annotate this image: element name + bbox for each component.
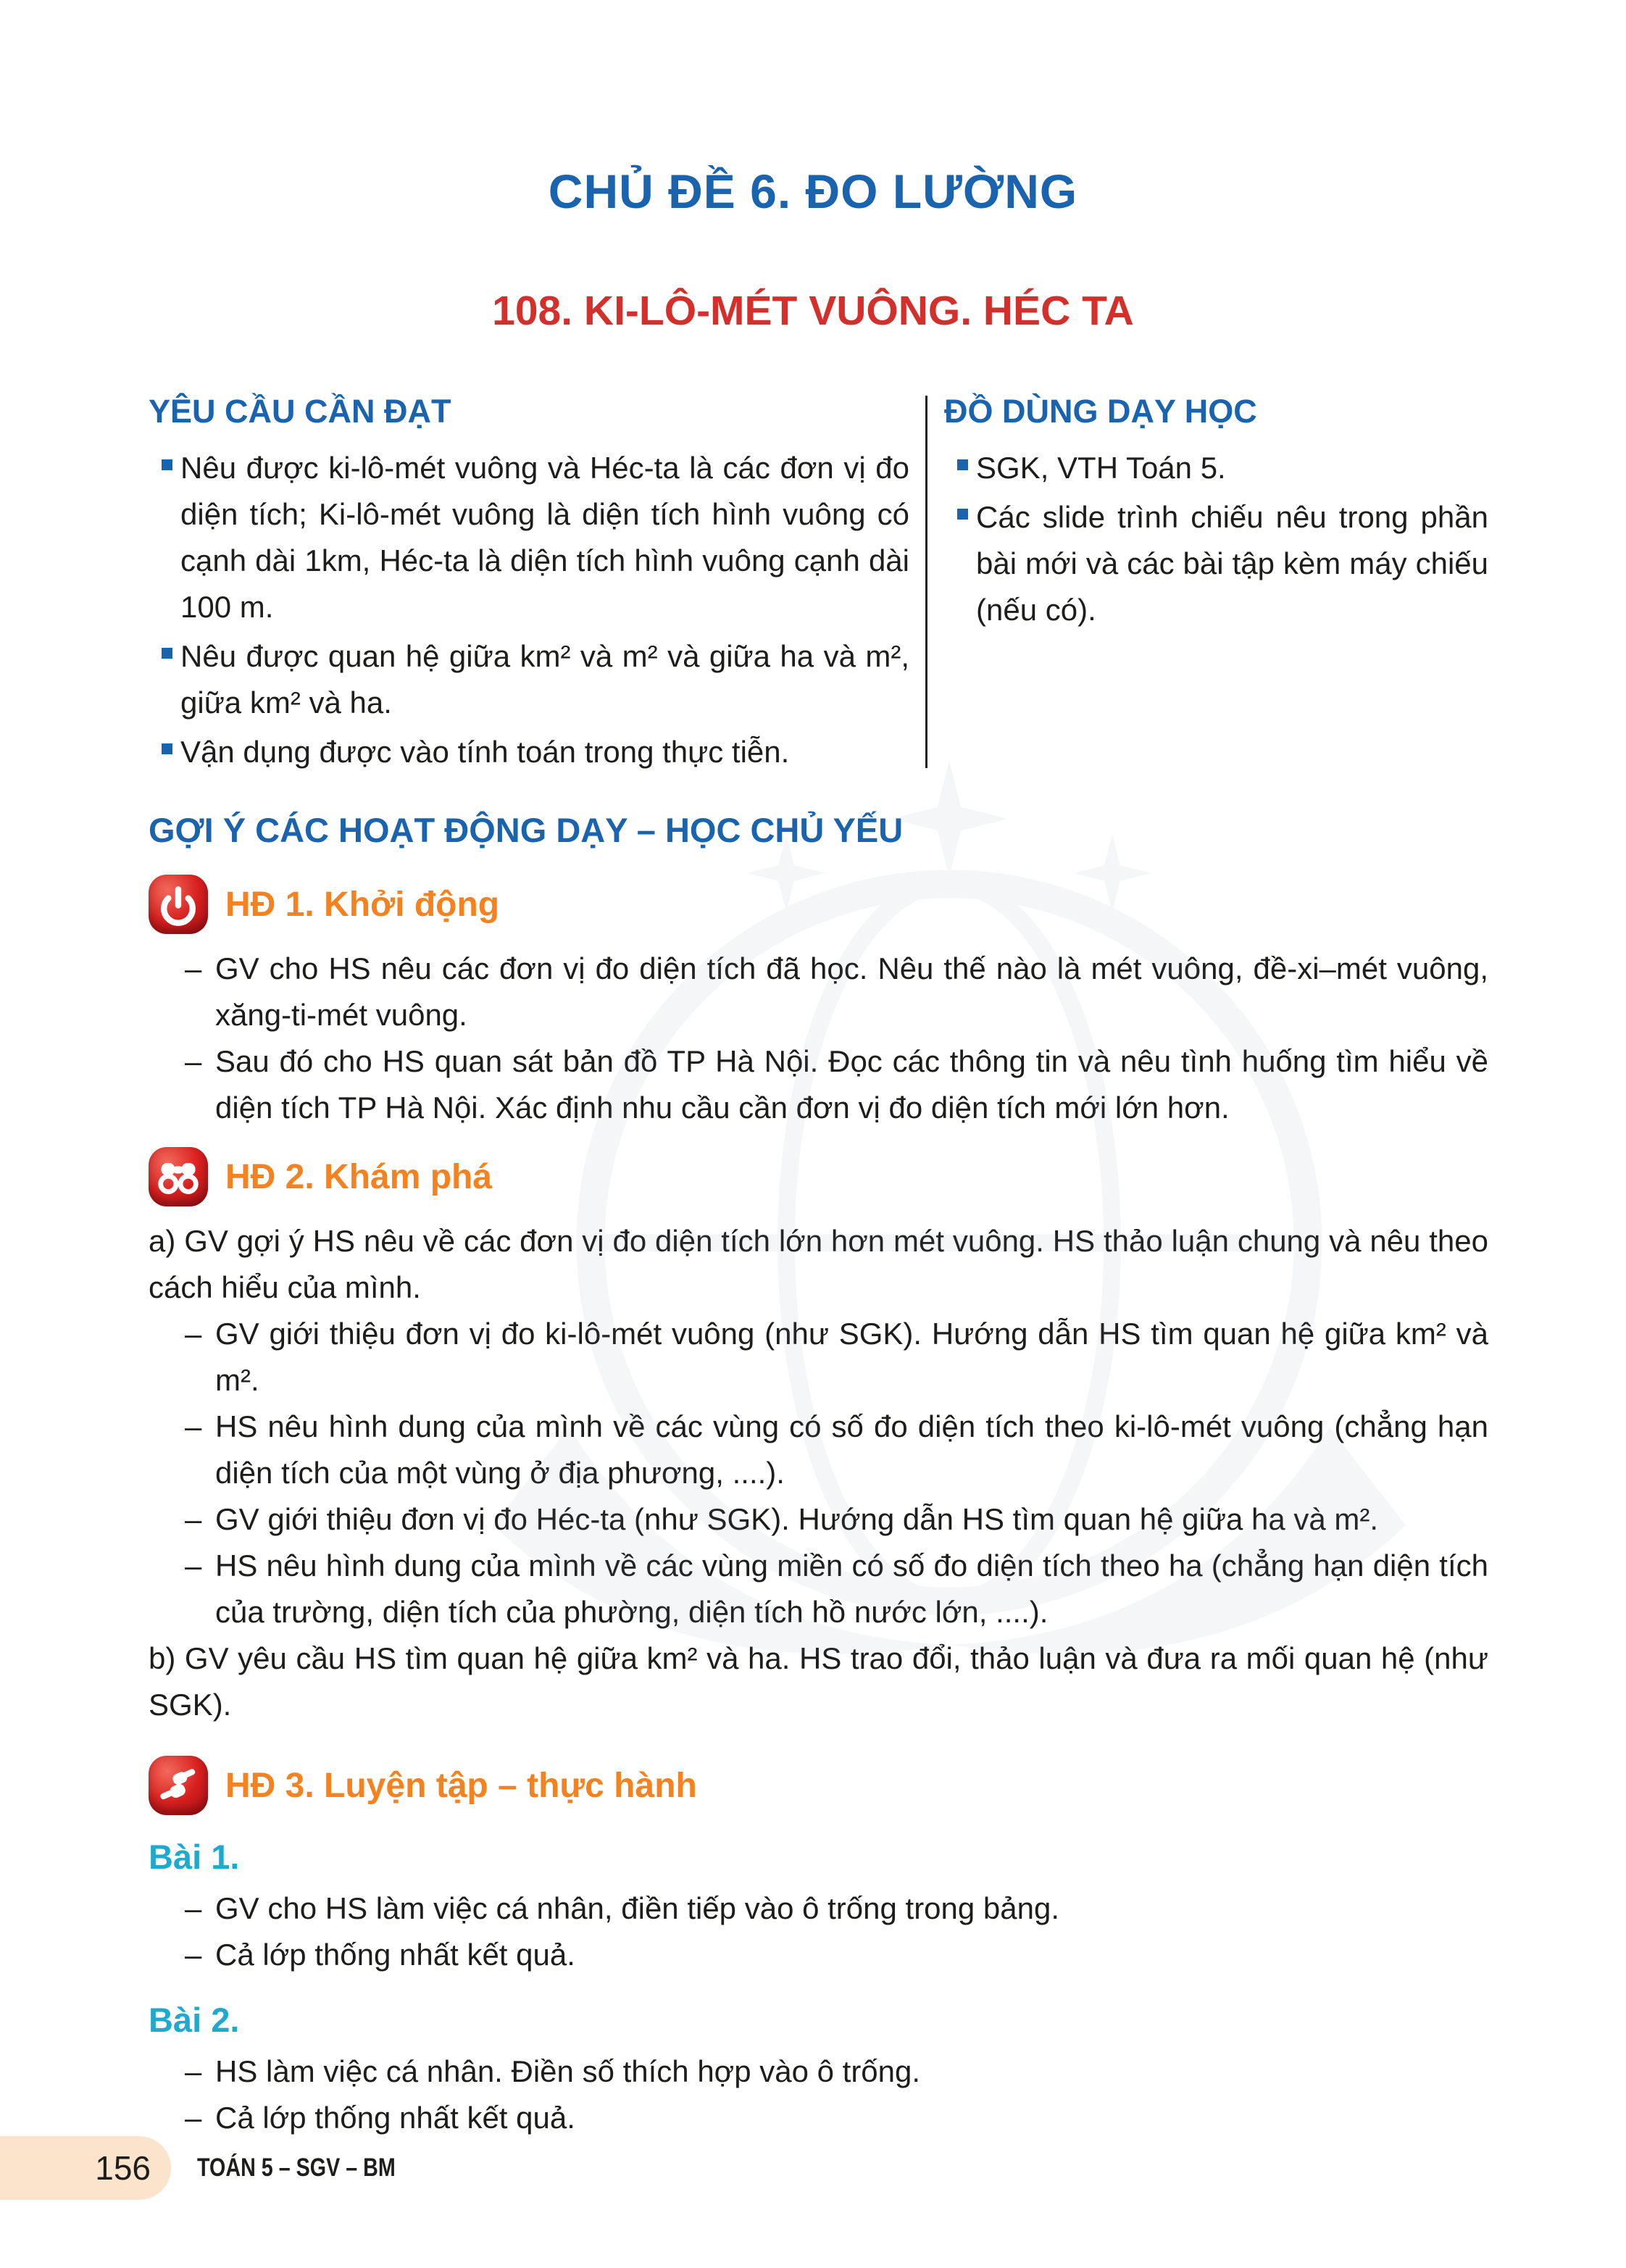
dash-marker: – [185,1409,202,1443]
list-item [149,1218,1488,1311]
bullet-square-icon [944,445,976,491]
dash-marker: – [185,1938,202,1972]
activity-block-1 [149,875,1488,1131]
dash-marker: – [185,951,202,985]
list-item [149,2095,1488,2141]
page-number-badge [0,2136,171,2200]
list-item [149,1496,1488,1543]
list-item [149,1635,1488,1728]
activity-header [149,1147,1488,1206]
page-footer [0,2136,439,2200]
page-title: CHỦ ĐỀ 6. ĐO LƯỜNG [548,164,1078,218]
bullet-square-icon [149,445,180,630]
list-item-text: HS nêu hình dung của mình về các vùng miền có số đo diện tích theo ha (chẳng hạn diện tích của trường, diện tích của phường, diện tích hồ nước lớn, ....). [215,1548,1488,1629]
list-item-text: Nêu được ki-lô-mét vuông và Héc-ta là các đơn vị đo diện tích; Ki-lô-mét vuông là diện tích hình vuông có cạnh dài 1km, Héc-ta là diện tích hình vuông cạnh dài 100 m. [180,451,909,624]
list-item-text: a) GV gợi ý HS nêu về các đơn vị đo diện tích lớn hơn mét vuông. HS thảo luận chung và nêu theo cách hiểu của mình. [149,1224,1488,1304]
lesson-title: 108. KI-LÔ-MÉT VUÔNG. HÉC TA [492,288,1134,334]
activity-label: HĐ 1. Khởi động [225,885,500,924]
dash-marker: – [185,1044,202,1078]
materials-column [909,393,1488,775]
list-item [149,1543,1488,1635]
materials-heading: ĐỒ DÙNG DẠY HỌC [944,393,1257,430]
requirements-materials-columns [149,393,1488,775]
bullet-square-icon [149,729,180,775]
dash-marker: – [185,1317,202,1351]
activity-label: HĐ 3. Luyện tập – thực hành [225,1766,697,1805]
list-item [149,1038,1488,1131]
activity-label: HĐ 2. Khám phá [225,1157,493,1196]
binoculars-icon [149,1147,208,1206]
dash-marker: – [185,1502,202,1536]
list-item-text: Sau đó cho HS quan sát bản đồ TP Hà Nội. Đọc các thông tin và nêu tình huống tìm hiểu về diện tích TP Hà Nội. Xác định nhu cầu cần đơn vị đo diện tích mới lớn hơn. [215,1044,1488,1125]
list-item-text: GV cho HS nêu các đơn vị đo diện tích đã học. Nêu thế nào là mét vuông, đề-xi–mét vuông, xăng-ti-mét vuông. [215,951,1488,1032]
dash-marker: – [185,2101,202,2135]
list-item [149,729,909,775]
exercise-heading: Bài 1. [149,1838,240,1876]
list-item [149,1404,1488,1496]
list-item [149,946,1488,1038]
activity-header [149,875,1488,934]
dash-marker: – [185,2054,202,2088]
list-item-text: Nêu được quan hệ giữa km² và m² và giữa ha và m², giữa km² và ha. [180,639,909,720]
activities-section-heading: GỢI Ý CÁC HOẠT ĐỘNG DẠY – HỌC CHỦ YẾU [149,811,904,849]
list-item-text: SGK, VTH Toán 5. [976,451,1226,485]
list-item-text: GV giới thiệu đơn vị đo Héc-ta (như SGK). Hướng dẫn HS tìm quan hệ giữa ha và m². [215,1502,1379,1536]
list-item [944,494,1488,633]
dash-marker: – [185,1891,202,1925]
activity-header [149,1756,1488,1815]
list-item [944,445,1488,491]
exercise-heading: Bài 2. [149,2001,240,2039]
list-item-text: GV cho HS làm việc cá nhân, điền tiếp vào ô trống trong bảng. [215,1891,1060,1925]
bullet-square-icon [944,494,976,633]
list-item-text: GV giới thiệu đơn vị đo ki-lô-mét vuông (như SGK). Hướng dẫn HS tìm quan hệ giữa km² và m². [215,1317,1488,1397]
hands-icon [149,1756,208,1815]
list-item-text: HS nêu hình dung của mình về các vùng có số đo diện tích theo ki-lô-mét vuông (chẳng hạn diện tích của một vùng ở địa phương, ....). [215,1409,1488,1490]
list-item-text: HS làm việc cá nhân. Điền số thích hợp vào ô trống. [215,2054,921,2088]
list-item [149,633,909,726]
list-item [149,1311,1488,1404]
power-icon [149,875,208,934]
book-label: TOÁN 5 – SGV – BM [197,2154,396,2182]
list-item-text: Vận dụng được vào tính toán trong thực tiễn. [180,735,790,769]
activity-block-2 [149,1147,1488,1728]
requirements-column [149,393,909,775]
list-item-text: Cả lớp thống nhất kết quả. [215,2101,575,2135]
list-item [149,1885,1488,1932]
requirements-heading: YÊU CẦU CẦN ĐẠT [149,393,451,430]
list-item-text: b) GV yêu cầu HS tìm quan hệ giữa km² và ha. HS trao đổi, thảo luận và đưa ra mối quan hệ (như SGK). [149,1641,1488,1722]
dash-marker: – [185,1548,202,1583]
list-item [149,445,909,630]
list-item [149,1932,1488,1978]
list-item-text: Các slide trình chiếu nêu trong phần bài mới và các bài tập kèm máy chiếu (nếu có). [976,500,1488,627]
list-item [149,2048,1488,2095]
page-number: 156 [95,2149,151,2187]
activity-block-3 [149,1756,1488,2141]
bullet-square-icon [149,633,180,726]
list-item-text: Cả lớp thống nhất kết quả. [215,1938,575,1972]
